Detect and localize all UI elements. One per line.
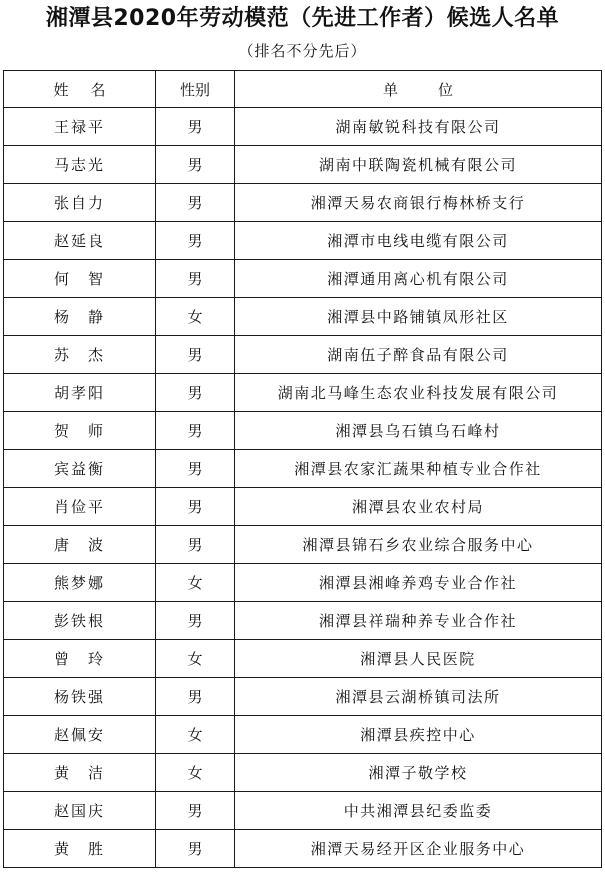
- cell-name: 曾 玲: [4, 640, 156, 678]
- table-row: [4, 488, 602, 526]
- table-row: [4, 450, 602, 488]
- table-row: [4, 412, 602, 450]
- cell-gender: 男: [156, 450, 235, 488]
- cell-name: 赵佩安: [4, 716, 156, 754]
- cell-unit: 湘潭天易农商银行梅林桥支行: [235, 184, 602, 222]
- table-row: [4, 298, 602, 336]
- table-row: [4, 792, 602, 830]
- table-row: [4, 716, 602, 754]
- table-header-row: [4, 71, 602, 108]
- cell-gender: 女: [156, 640, 235, 678]
- cell-gender: 男: [156, 602, 235, 640]
- cell-unit: 湘潭县湘峰养鸡专业合作社: [235, 564, 602, 602]
- cell-gender: 男: [156, 374, 235, 412]
- cell-gender: 男: [156, 260, 235, 298]
- cell-unit: 湘潭子敬学校: [235, 754, 602, 792]
- table-row: [4, 222, 602, 260]
- cell-unit: 湘潭通用离心机有限公司: [235, 260, 602, 298]
- table-row: [4, 754, 602, 792]
- document-title: 湘潭县2020年劳动模范（先进工作者）候选人名单: [45, 6, 560, 31]
- cell-name: 何 智: [4, 260, 156, 298]
- table-row: [4, 526, 602, 564]
- cell-unit: 湘潭县农家汇蔬果种植专业合作社: [235, 450, 602, 488]
- table-row: [4, 602, 602, 640]
- cell-name: 黄 洁: [4, 754, 156, 792]
- cell-name: 熊梦娜: [4, 564, 156, 602]
- cell-gender: 女: [156, 754, 235, 792]
- table-body: [4, 108, 602, 868]
- cell-gender: 男: [156, 678, 235, 716]
- cell-name: 赵延良: [4, 222, 156, 260]
- cell-unit: 湖南敏锐科技有限公司: [235, 108, 602, 146]
- cell-unit: 湘潭县人民医院: [235, 640, 602, 678]
- cell-unit: 湘潭市电线电缆有限公司: [235, 222, 602, 260]
- cell-name: 苏 杰: [4, 336, 156, 374]
- table-row: [4, 678, 602, 716]
- cell-gender: 男: [156, 488, 235, 526]
- cell-name: 马志光: [4, 146, 156, 184]
- cell-name: 贺 师: [4, 412, 156, 450]
- header-name-label: 姓名: [53, 80, 128, 99]
- cell-gender: 女: [156, 716, 235, 754]
- cell-name: 杨铁强: [4, 678, 156, 716]
- cell-name: 唐 波: [4, 526, 156, 564]
- cell-unit: 湘潭县疾控中心: [235, 716, 602, 754]
- table-row: [4, 564, 602, 602]
- cell-unit: 中共湘潭县纪委监委: [235, 792, 602, 830]
- header-gender: [156, 71, 235, 108]
- cell-name: 杨 静: [4, 298, 156, 336]
- cell-gender: 男: [156, 526, 235, 564]
- table-row: [4, 374, 602, 412]
- cell-name: 胡孝阳: [4, 374, 156, 412]
- cell-unit: 湘潭县农业农村局: [235, 488, 602, 526]
- cell-unit: 湘潭县云湖桥镇司法所: [235, 678, 602, 716]
- table-row: [4, 260, 602, 298]
- header-unit: [235, 71, 602, 108]
- cell-gender: 男: [156, 108, 235, 146]
- cell-gender: 男: [156, 412, 235, 450]
- cell-unit: 湘潭县中路铺镇凤形社区: [235, 298, 602, 336]
- candidate-table: [3, 70, 602, 868]
- table-row: [4, 336, 602, 374]
- document-subtitle: （排名不分先后）: [238, 42, 367, 60]
- cell-gender: 男: [156, 184, 235, 222]
- cell-gender: 男: [156, 222, 235, 260]
- header-name: [4, 71, 156, 108]
- table-row: [4, 146, 602, 184]
- table-row: [4, 830, 602, 868]
- table-row: [4, 640, 602, 678]
- cell-gender: 女: [156, 298, 235, 336]
- table-row: [4, 184, 602, 222]
- cell-name: 黄 胜: [4, 830, 156, 868]
- cell-gender: 女: [156, 564, 235, 602]
- cell-gender: 男: [156, 830, 235, 868]
- table-row: [4, 108, 602, 146]
- cell-gender: 男: [156, 336, 235, 374]
- header-gender-label: 性别: [179, 80, 210, 99]
- cell-gender: 男: [156, 792, 235, 830]
- cell-name: 王禄平: [4, 108, 156, 146]
- cell-gender: 男: [156, 146, 235, 184]
- cell-unit: 湖南中联陶瓷机械有限公司: [235, 146, 602, 184]
- cell-unit: 湘潭天易经开区企业服务中心: [235, 830, 602, 868]
- header-unit-label: 单位: [382, 80, 493, 99]
- cell-name: 宾益衡: [4, 450, 156, 488]
- cell-name: 肖俭平: [4, 488, 156, 526]
- cell-name: 张自力: [4, 184, 156, 222]
- cell-name: 赵国庆: [4, 792, 156, 830]
- cell-unit: 湖南伍子醉食品有限公司: [235, 336, 602, 374]
- cell-name: 彭铁根: [4, 602, 156, 640]
- cell-unit: 湘潭县乌石镇乌石峰村: [235, 412, 602, 450]
- cell-unit: 湖南北马峰生态农业科技发展有限公司: [235, 374, 602, 412]
- cell-unit: 湘潭县祥瑞种养专业合作社: [235, 602, 602, 640]
- cell-unit: 湘潭县锦石乡农业综合服务中心: [235, 526, 602, 564]
